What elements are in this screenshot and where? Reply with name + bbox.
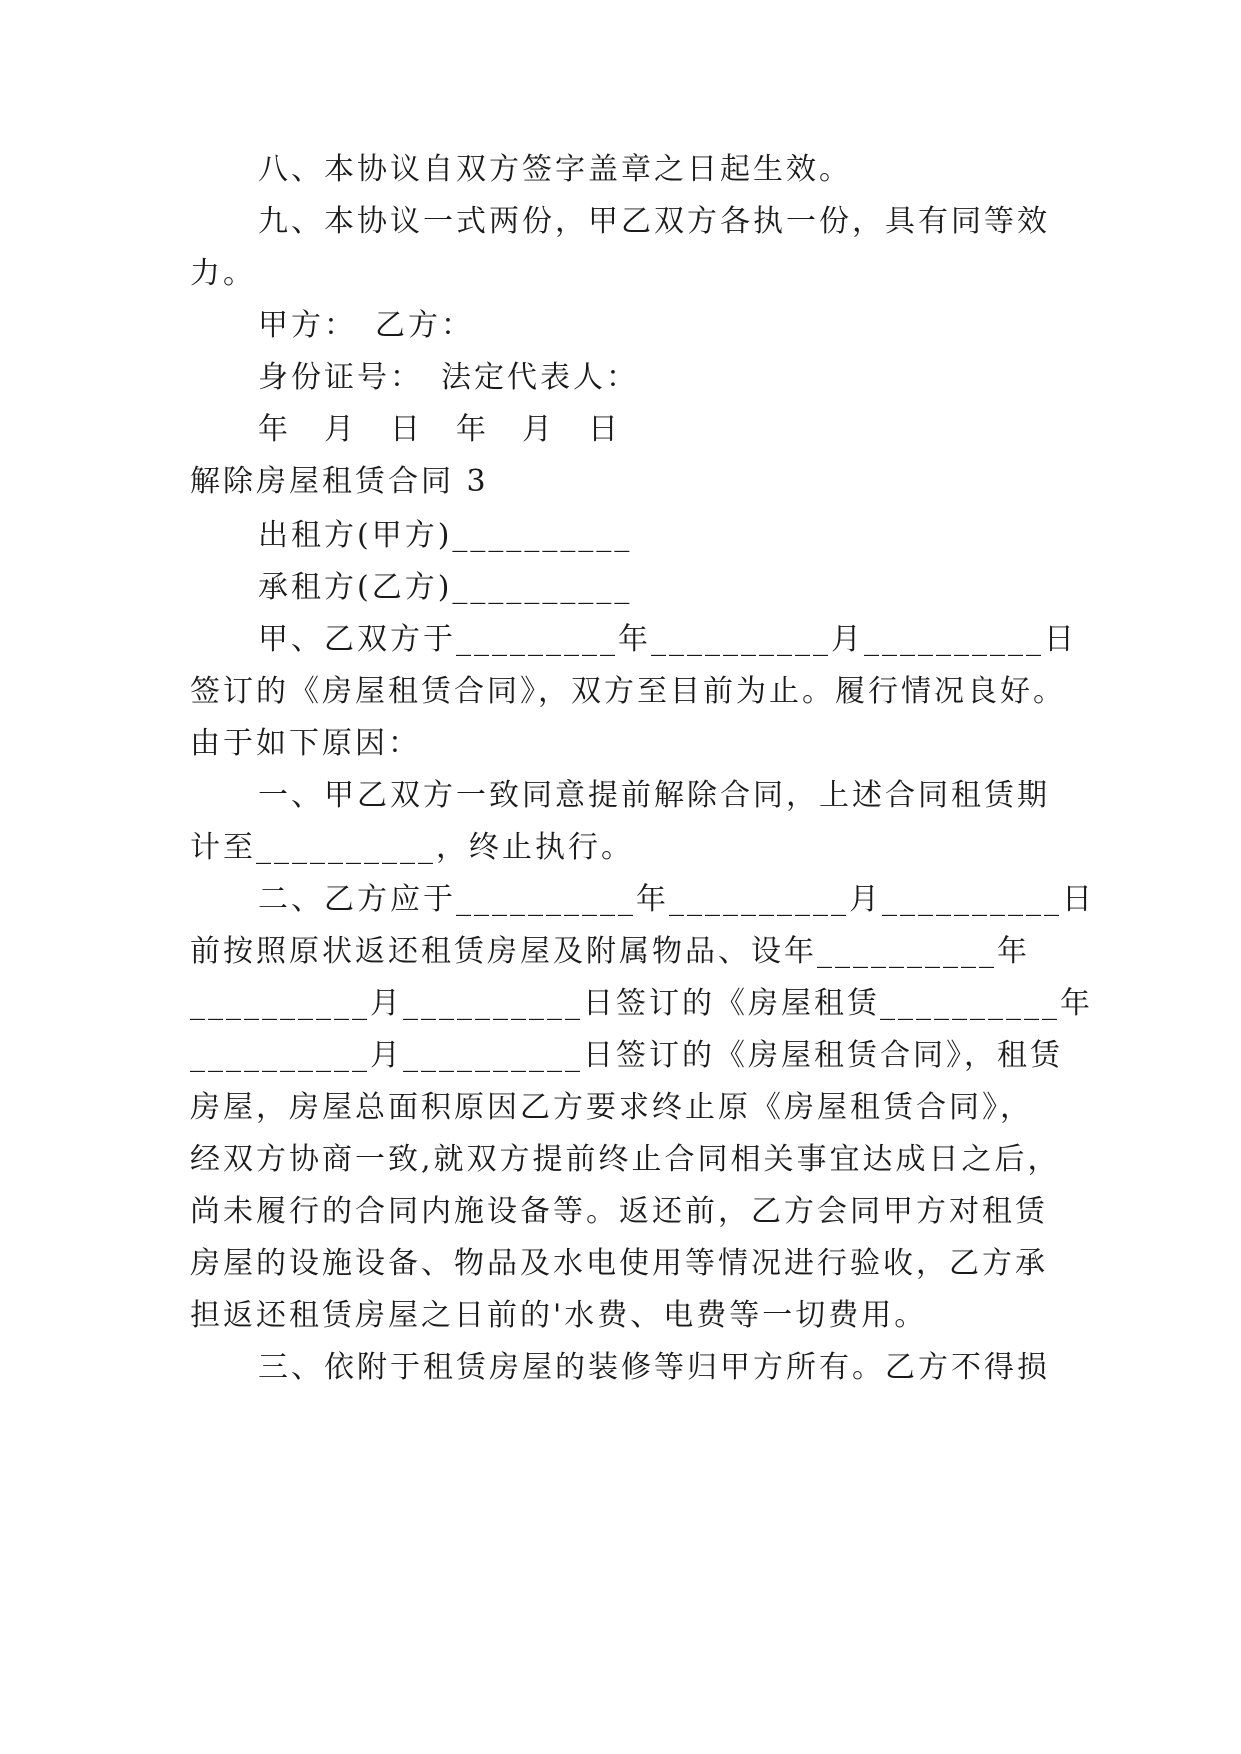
clause-2-cont: 担返还租赁房屋之日前的'水费、电费等一切费用。: [190, 1298, 928, 1333]
clause-9-cont: 力。: [190, 256, 256, 291]
date-labels: 年 月 日 年 月 日: [258, 412, 621, 447]
clause-2: 二、乙方应于__________年__________月__________日: [258, 882, 1095, 917]
clause-2-cont: __________月__________日签订的《房屋租赁__________年: [190, 986, 1093, 1021]
party-labels: 甲方： 乙方：: [258, 308, 474, 343]
clause-2-cont: 房屋，房屋总面积原因乙方要求终止原《房屋租赁合同》，: [190, 1090, 1033, 1125]
paragraph-line: 由于如下原因：: [190, 726, 421, 761]
section-heading: 解除房屋租赁合同 3: [190, 464, 489, 499]
paragraph-line: 签订的《房屋租赁合同》，双方至目前为止。履行情况良好。: [190, 674, 1066, 709]
clause-9: 九、本协议一式两份，甲乙双方各执一份，具有同等效: [258, 204, 1050, 239]
clause-1-cont: 计至__________，终止执行。: [190, 830, 634, 865]
clause-2-cont: 房屋的设施设备、物品及水电使用等情况进行验收，乙方承: [190, 1246, 1048, 1281]
clause-2-cont: 经双方协商一致,就双方提前终止合同相关事宜达成日之后，: [190, 1142, 1061, 1177]
clause-2-cont: __________月__________日签订的《房屋租赁合同》，租赁: [190, 1038, 1063, 1073]
clause-2-cont: 尚未履行的合同内施设备等。返还前，乙方会同甲方对租赁: [190, 1194, 1048, 1229]
clause-3: 三、依附于租赁房屋的装修等归甲方所有。乙方不得损: [258, 1350, 1050, 1385]
clause-8: 八、本协议自双方签字盖章之日起生效。: [258, 152, 852, 187]
clause-2-cont: 前按照原状返还租赁房屋及附属物品、设年__________年: [190, 934, 1030, 969]
sign-date-line: 甲、乙双方于_________年__________月__________日: [258, 622, 1077, 657]
id-labels: 身份证号： 法定代表人：: [258, 360, 639, 395]
lessor-field: 出租方(甲方)__________: [258, 518, 633, 553]
clause-1: 一、甲乙双方一致同意提前解除合同，上述合同租赁期: [258, 778, 1050, 813]
lessee-field: 承租方(乙方)__________: [258, 570, 633, 605]
